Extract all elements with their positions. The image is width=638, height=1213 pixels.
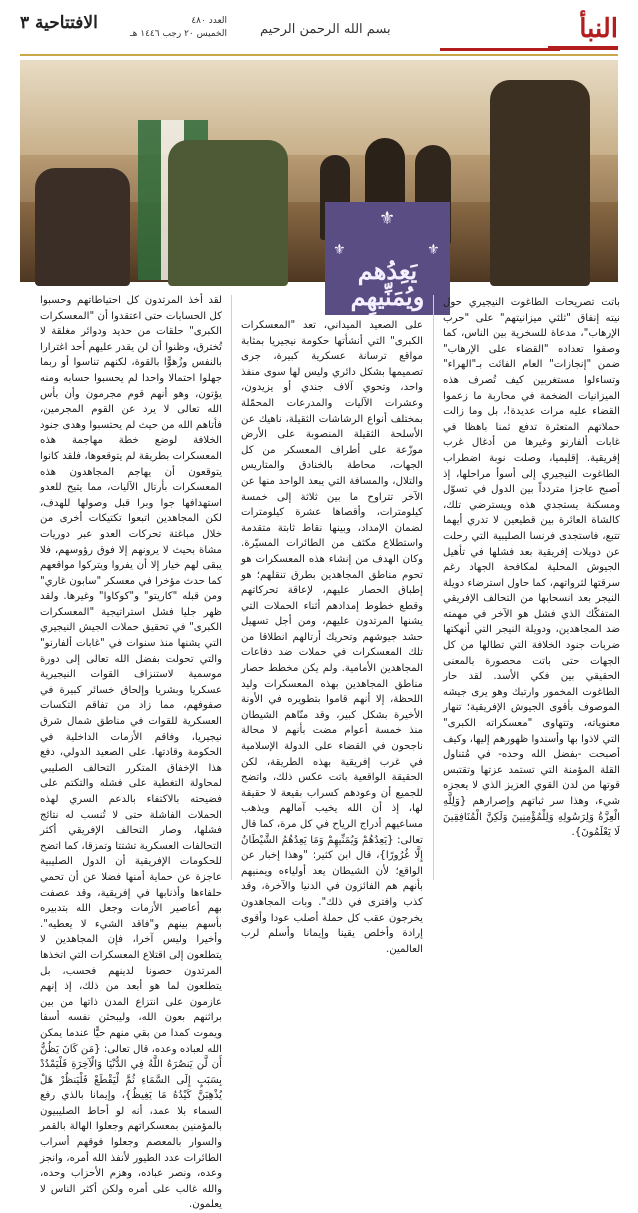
fleur-icon-left: ⚜ <box>333 242 346 258</box>
issue-date: الخميس ٢٠ رجب ١٤٤٦ هـ <box>130 29 228 39</box>
fleur-icon-right: ⚜ <box>427 242 440 258</box>
column-divider-2 <box>231 295 232 880</box>
header-photo-collage <box>20 60 618 282</box>
logo-text: النبأ <box>579 14 618 44</box>
header-divider <box>20 54 618 56</box>
page-header <box>0 0 638 56</box>
section-title: الافتتاحية ٣ <box>20 13 98 33</box>
magazine-logo <box>548 14 618 50</box>
column-middle-text: على الصعيد الميداني، تعد "المعسكرات الكبرى" التي أنشأتها حكومة نيجيريا بمثابة مواقع ترسانة عسكرية كبيرة، جرى تصميمها بشكل دائري وليس لها سوى منفذ واحد، وتحوي آلاف جندي أو يزيدون، وعشرات الآليات والمدرعات المحمّلة بمختلف أنواع الرشاشات الثقيلة، ناهيك عن الأسلحة الثقيلة المنصوبة على الأرض موزّعة على أطراف المعسكر من كل الجهات، محاطة بالخنادق والمتاريس والتلال، والمسافة التي يبعد الواحد منها عن الآخر تتراوح ما بين ثلاثة إلى خمسة كيلومترات، وأقصاها عشرة كيلومترات لضمان الإمداد، وبينها نقاط ثابتة متقدمة واستطلاع مكثف من الطائرات المسيّرة. وكان الهدف من إنشاء هذه المعسكرات هو تحوم مناطق المجاهدين بطرق تنقلهم؛ هو إطباق الحصار عليهم، لإعاقة تحركاتهم وقطع خطوط إمدادهم أثناء الحملات التي يشنها المرتدون عليهم، ومن أجل تسهيل حشد جيوشهم وتحريك أرتالهم انطلاقا من تلك المعسكرات في حملات ضد دفاعات المجاهدين الأمامية. ولم يكن مخطط حصار مناطق المجاهدين بهذه المعسكرات وليد اللحظة، إلا أنهم قاموا بتطويره في الأونة الأخيرة بشكل كبير، وقد منّاهم الشيطان منذ خمسة أعوام مضت بأنهم لا محالة ناجحون في القضاء على الدولة الإسلامية في غرب إفريقية بهذه الطريقة، لكن الحقيقة الواقعية باتت عكس ذلك، واتضح للجميع أن وعودهم كسراب بقيعة لا حقيقة لها، إذ أن الله يخيب آمالهم ويذهب مساعيهم أدراج الرياح في كل مرة، كما قال تعالى: {يَعِدُهُمْ وَيُمَنِّيهِمْ وَمَا يَعِدُهُمُ الشَّيْطَانُ إِلَّا غُرُورًا}، قال ابن كثير: "وهذا إخبار عن الواقع؛ لأن الشيطان يعد أولياءه ويمنيهم بأنهم هم الفائزون في الدنيا والآخرة، وقد كذب وافترى في ذلك". وبات المجاهدون يخرجون عقب كل حملة أصلب عودا وأقوى إرادة وأخلص يقينا وإيمانا وأسلم لرب العالمين. <box>241 320 423 955</box>
column-right <box>443 295 620 880</box>
column-middle <box>241 318 423 955</box>
issue-meta <box>130 15 227 41</box>
basmala: بسم الله الرحمن الرحيم <box>260 22 391 37</box>
article-title-box <box>325 202 450 315</box>
figure-politician <box>35 168 130 286</box>
column-left-text: لقد أخذ المرتدون كل احتياطاتهم وحسبوا كل الحسابات حتى اعتقدوا أن "المعسكرات الكبرى" حلقات من حديد ودوائر مغلقة لا تُخترق، وظنوا أن لن يقدر عليهم أحد اغترارا بالنفس وزُهوًّا بالقوة، لكنهم تناسوا أو ربما جهلوا احتمالا واحدا لم يحسبوا حسابه ومنه يؤتون، وهو أنهم قوم مجرمون وأن بأس الله تعالى لا يرد عن القوم المجرمين، فأتاهم الله من حيث لم يحتسبوا وهدى جنود الخلافة لوضع خطة مهاجمة هذه المعسكرات بطريقة لم يتوقعوها، فلقد كانوا يتوقعون أن يهاجم المجاهدون هذه المعسكرات بأرتال الآليات، مما يتيح للعدو استهدافها جوا وبرا قبل وصولها للهدف، لكن المجاهدين اتبعوا تكتيكات أخرى من خلال مباغتة تحركات العدو عبر دوريات مشاة بحيث لا يرونهم إلا فوق رؤوسهم، فلا يبقى لهم خيار إلا أن يفروا ويتركوا مواقعهم كما حدث مؤخرا في معسكر "سابون غاري" ومن قبله "كاريتو" و"كوكاوا" وغيرها. ولقد ظهر جليا فشل استراتيجية "المعسكرات الكبرى" في تحقيق حملات الجيش النيجيري التي يشنها منذ سنوات في "غابات ألفارنو" والتي تحولت بفضل الله تعالى إلى دورة موسمية لاستنزاف القوات النيجيرية عسكريا وبشريا وإلحاق خسائر كبيرة في صفوفهم، مما زاد من تفاقم التكسات العسكرية للقوات في مناطق شمال شرق نيجيريا، وفاقم الأزمات الداخلية في الحكومة وقادتها. على الصعيد الدولي، دفع هذا الإخفاق المتكرر التحالف الصليبي لمحاولة التغطية على فشله والتكتم على فضيحته بالاكتفاء بالدعم السري لهذه الحملات الفاشلة حتى لا تُنسب له نتائج فشلها، وصار التحالف الإفريقي أكثر التحالفات العسكرية تشتتا وتمزقا، كما اتضح للحكومات الإفريقية أن الدول الصليبية عاجزة عن حماية أمنها فضلا عن أن تحمي حلفاءها وأذنابها في إفريقية، وقد عصفت بهم أعاصير الأزمات وجعل الله بتدبيره بأسهم بينهم و"فاقد الشيء لا يعطيه". وأخيرا وليس آخرا، فإن المجاهدين لا يتطلعون إلى اقتلاع المعسكرات التي اتخذها المرتدون حصونا لدينهم فحسب، بل يتطلعون لما هو أبعد من ذلك، إذ إنهم عازمون على انتزاع المدن ذاتها من بين براثنهم بعون الله، وليبحثن نفسه أسفا ويموت كمدا من بقي منهم حيًّا عندما يمكن الله لعباده وعده، قال تعالى: {مَن كَانَ يَظُنُّ أَن لَّن يَنصُرَهُ اللَّهُ فِي الدُّنْيَا وَالْآخِرَةِ فَلْيَمْدُدْ بِسَبَبٍ إِلَى السَّمَاءِ ثُمَّ لْيَقْطَعْ فَلْيَنظُرْ هَلْ يُذْهِبَنَّ كَيْدُهُ مَا يَغِيظُ}، وإيمانا بالذي رفع السماء بلا عمد، أنه لو أحاط الصليبيون بالمؤمنين بمعسكراتهم وجعلوا الهالة بالقمر والسوار بالمعصم وجعلوا فوقهم أسراب الطائرات عدد الطيور لأنفذ الله أمره، وانجز وعده، ونصر عباده، وهزم الأحزاب وحده، والله غالب على أمره ولكن أكثر الناس لا يعلمون. <box>40 295 222 1211</box>
fleur-icon-top: ⚜ <box>379 208 396 229</box>
figure-fighter-main <box>490 80 590 286</box>
figure-general <box>168 140 288 286</box>
column-divider-1 <box>433 295 434 880</box>
column-right-text: باتت تصريحات الطاغوت النيجيري حول نيته إنفاق "ثلثي ميزانيتهم" على "حرب الإرهاب"، مدعاة للسخرية بين الناس، كما وصفوا تعداده "القضاء على الإرهاب" ضمن "إنجازات" العام الفائت بـ"الهراء" وتساءلوا مستغربين كيف تُصرف هذه الميزانيات الضخمة في محاربة ما زعموا القضاء عليه مرات عديدة!، بل وما زالت حملاتهم المتعثرة تدفع ثمنا باهظا في غابات ألفارنو وغيرها من أدغال غرب إفريقية. إقليميا، وصلت نوبة اضطراب الطاغوت النيجيري إلى أسوأ مراحلها، إذ أصبح عاجزا متردداً بين الدول في تسوّل ومسكنة يستجدي هذه ويسترضي تلك، كالشاة العائرة بين قطيعين لا تدري أيهما تتبع، فاستجدى فرنسا الصليبية التي رحلت عن دويلات إفريقية بعد فشلها في تأهيل الجيوش المحلية لمكافحة الجهاد رغم سرقتها لثرواتهم، كما حاول استرضاء دويلة النيجر بعد انسحابها من التحالف الإفريقي المتفكّك الذي فشل هو الآخر في مهمته ضد المجاهدين، ودويلة النيجر التي أنهكتها ضربات جنود الخلافة التي تطالها من كل الجهات حتى باتت محصورة بالمعنى الحقيقي بين فكي الأسد. لقد حار الطاغوت المخمور وارتبك وهو يرى جيشه الموصوف بأقوى الجيوش الإفريقية؛ تنهار معنوياته، وتتهاوى "معسكراته الكبرى" التي لاذوا بها وأسندوا ظهورهم إليها، وكيف أصبحت -بفضل الله وحده- في مُتناول القلة المؤمنة التي تستمد عزتها وتقتبس قوتها من لدن القوي العزيز الذي لا يعجزه شيء، وهذا سر ثباتهم وإصرارهم {وَلِلَّهِ الْعِزَّةُ وَلِرَسُولِهِ وَلِلْمُؤْمِنِينَ وَلَكِنَّ الْمُنَافِقِينَ لَا يَعْلَمُونَ}. <box>443 297 620 839</box>
header-accent-bar <box>440 48 560 51</box>
issue-number: العدد ٤٨٠ <box>191 16 228 26</box>
title-line-1: يَعِدُهم <box>357 256 418 285</box>
title-line-2: ويُمَنِّيهِم <box>350 282 425 311</box>
column-left <box>40 293 222 1211</box>
